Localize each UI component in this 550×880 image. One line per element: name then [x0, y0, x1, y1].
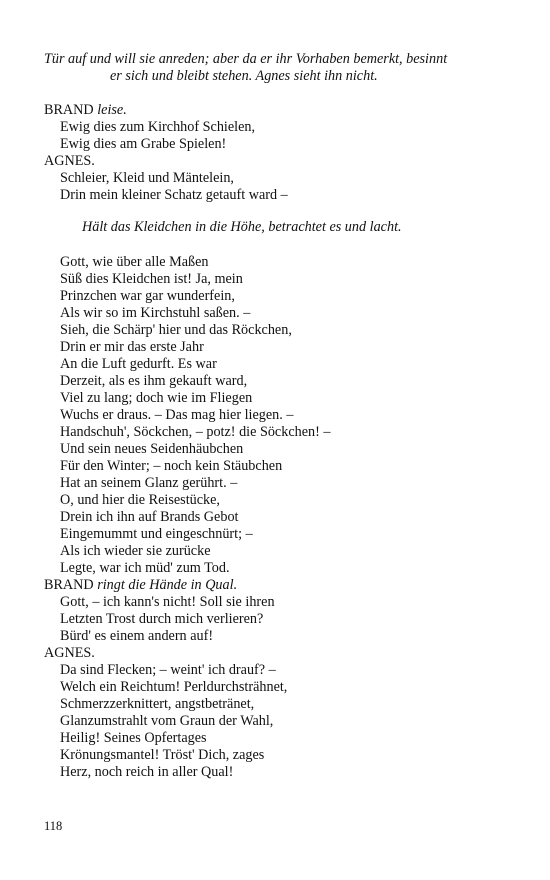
speaker-heading: [44, 102, 127, 119]
verse-line: Ewig dies am Grabe Spielen!: [60, 136, 227, 152]
verse-line: Hat an seinem Glanz gerührt. –: [60, 475, 238, 491]
verse-line: Gott, – ich kann's nicht! Soll sie ihren: [60, 594, 275, 610]
verse-line: Und sein neues Seidenhäubchen: [60, 441, 244, 457]
verse-line: Ewig dies zum Kirchhof Schielen,: [60, 119, 256, 135]
verse-line: Süß dies Kleidchen ist! Ja, mein: [60, 271, 243, 287]
verse-line: Handschuh', Söckchen, – potz! die Söckchen! –: [60, 424, 331, 440]
verse-line: Herz, noch reich in aller Qual!: [60, 764, 234, 780]
stage-direction-line: Hält das Kleidchen in die Höhe, betrachtet es und lacht.: [82, 219, 402, 235]
speaker-direction: ringt die Hände in Qual.: [97, 577, 238, 593]
verse-line: Bürd' es einem andern auf!: [60, 628, 214, 644]
verse-line: Glanzumstrahlt vom Graun der Wahl,: [60, 713, 274, 729]
stage-direction-line: Tür auf und will sie anreden; aber da er ihr Vorhaben bemerkt, besinnt: [44, 51, 448, 67]
verse-line: Da sind Flecken; – weint' ich drauf? –: [60, 662, 276, 678]
verse-line: Wuchs er draus. – Das mag hier liegen. –: [60, 407, 294, 423]
verse-line: Prinzchen war gar wunderfein,: [60, 288, 235, 304]
speaker-name: BRAND: [44, 102, 94, 118]
verse-line: Krönungsmantel! Tröst' Dich, zages: [60, 747, 265, 763]
speaker-name: AGNES.: [44, 645, 95, 661]
verse-line: Eingemummt und eingeschnürt; –: [60, 526, 253, 542]
verse-line: Viel zu lang; doch wie im Fliegen: [60, 390, 253, 406]
speaker-heading: [44, 577, 237, 594]
verse-line: An die Luft gedurft. Es war: [60, 356, 217, 372]
verse-line: Drin er mir das erste Jahr: [60, 339, 204, 355]
speaker-name: BRAND: [44, 577, 94, 593]
page-number: 118: [44, 819, 63, 833]
speaker-direction: leise.: [97, 102, 127, 118]
verse-line: Drin mein kleiner Schatz getauft ward –: [60, 187, 288, 203]
verse-line: Welch ein Reichtum! Perldurchsträhnet,: [60, 679, 288, 695]
verse-line: Für den Winter; – noch kein Stäubchen: [60, 458, 283, 474]
verse-line: Als wir so im Kirchstuhl saßen. –: [60, 305, 251, 321]
verse-line: Letzten Trost durch mich verlieren?: [60, 611, 264, 627]
verse-line: Heilig! Seines Opfertages: [60, 730, 207, 746]
verse-line: Legte, war ich müd' zum Tod.: [60, 560, 230, 576]
verse-line: Drein ich ihn auf Brands Gebot: [60, 509, 239, 525]
verse-line: Schleier, Kleid und Mäntelein,: [60, 170, 234, 186]
verse-line: Schmerzzerknittert, angstbetränet,: [60, 696, 255, 712]
speaker-name: AGNES.: [44, 153, 95, 169]
stage-direction-line: er sich und bleibt stehen. Agnes sieht ihn nicht.: [110, 68, 378, 84]
verse-line: Als ich wieder sie zurücke: [60, 543, 211, 559]
verse-line: Gott, wie über alle Maßen: [60, 254, 209, 270]
verse-line: Derzeit, als es ihm gekauft ward,: [60, 373, 248, 389]
verse-line: O, und hier die Reisestücke,: [60, 492, 220, 508]
verse-line: Sieh, die Schärp' hier und das Röckchen,: [60, 322, 292, 338]
